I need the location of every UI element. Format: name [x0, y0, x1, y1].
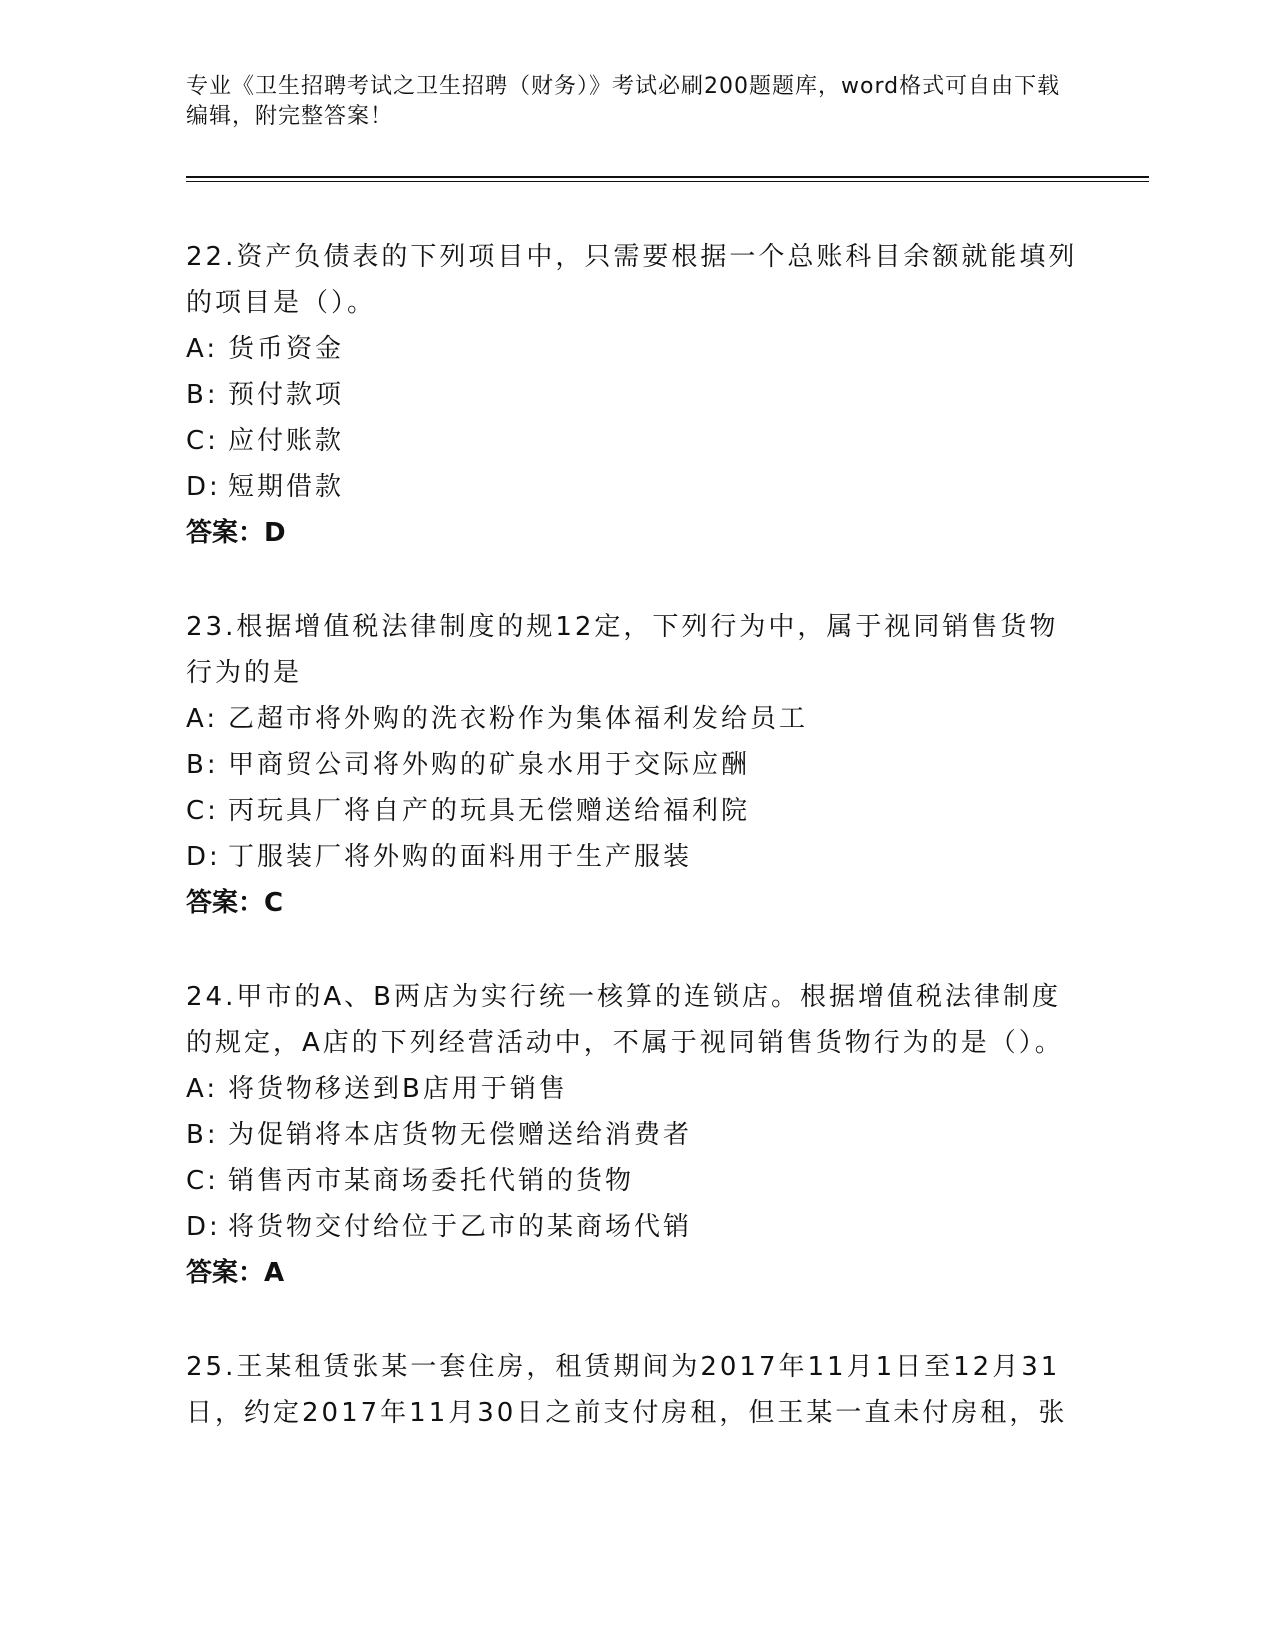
- header-divider-thick: [186, 176, 1149, 178]
- question-22: [186, 234, 1086, 556]
- option-letter: B:: [186, 1120, 219, 1150]
- option-letter: C:: [186, 426, 219, 456]
- question-24: [186, 974, 1086, 1296]
- option-letter: B:: [186, 380, 219, 410]
- answer-label: 答案：A: [186, 1258, 285, 1288]
- option-c: [186, 1158, 1086, 1204]
- question-25: [186, 1344, 1086, 1436]
- option-text: 丁服装厂将外购的面料用于生产服装: [228, 842, 693, 872]
- option-letter: A:: [186, 704, 219, 734]
- question-stem: 23.根据增值税法律制度的规12定，下列行为中，属于视同销售货物行为的是: [186, 612, 1059, 688]
- question-stem: 25.王某租赁张某一套住房，租赁期间为2017年11月1日至12月31日，约定2017年11月30日之前支付房租，但王某一直未付房租，张: [186, 1352, 1068, 1428]
- question-list: [186, 234, 1086, 1484]
- option-a: [186, 326, 1086, 372]
- option-letter: D:: [186, 472, 221, 502]
- option-text: 丙玩具厂将自产的玩具无偿赠送给福利院: [228, 796, 751, 826]
- answer-label: 答案：C: [186, 888, 284, 918]
- option-b: [186, 1112, 1086, 1158]
- question-stem: 24.甲市的A、B两店为实行统一核算的连锁店。根据增值税法律制度的规定，A店的下列经营活动中，不属于视同销售货物行为的是（）。: [186, 982, 1064, 1058]
- document-header: 专业《卫生招聘考试之卫生招聘（财务）》考试必刷200题题库，word格式可自由下载编辑，附完整答案！: [186, 74, 1061, 129]
- question-stem: 22.资产负债表的下列项目中，只需要根据一个总账科目余额就能填列的项目是（）。: [186, 242, 1078, 318]
- option-text: 预付款项: [228, 380, 345, 410]
- option-letter: D:: [186, 1212, 221, 1242]
- option-text: 货币资金: [228, 334, 345, 364]
- option-letter: C:: [186, 796, 219, 826]
- option-text: 应付账款: [228, 426, 345, 456]
- answer-label: 答案：D: [186, 518, 286, 548]
- option-text: 销售丙市某商场委托代销的货物: [228, 1166, 635, 1196]
- option-letter: D:: [186, 842, 221, 872]
- option-text: 将货物交付给位于乙市的某商场代销: [228, 1212, 693, 1242]
- option-text: 短期借款: [228, 472, 345, 502]
- header-divider-thin: [186, 181, 1149, 182]
- question-23: [186, 604, 1086, 926]
- option-text: 为促销将本店货物无偿赠送给消费者: [228, 1120, 693, 1150]
- option-d: [186, 834, 1086, 880]
- option-b: [186, 742, 1086, 788]
- option-letter: B:: [186, 750, 219, 780]
- option-b: [186, 372, 1086, 418]
- option-d: [186, 464, 1086, 510]
- option-d: [186, 1204, 1086, 1250]
- option-letter: A:: [186, 334, 219, 364]
- option-letter: A:: [186, 1074, 219, 1104]
- option-text: 甲商贸公司将外购的矿泉水用于交际应酬: [228, 750, 751, 780]
- option-c: [186, 788, 1086, 834]
- option-a: [186, 696, 1086, 742]
- option-text: 将货物移送到B店用于销售: [228, 1074, 568, 1104]
- option-c: [186, 418, 1086, 464]
- option-a: [186, 1066, 1086, 1112]
- option-text: 乙超市将外购的洗衣粉作为集体福利发给员工: [228, 704, 809, 734]
- option-letter: C:: [186, 1166, 219, 1196]
